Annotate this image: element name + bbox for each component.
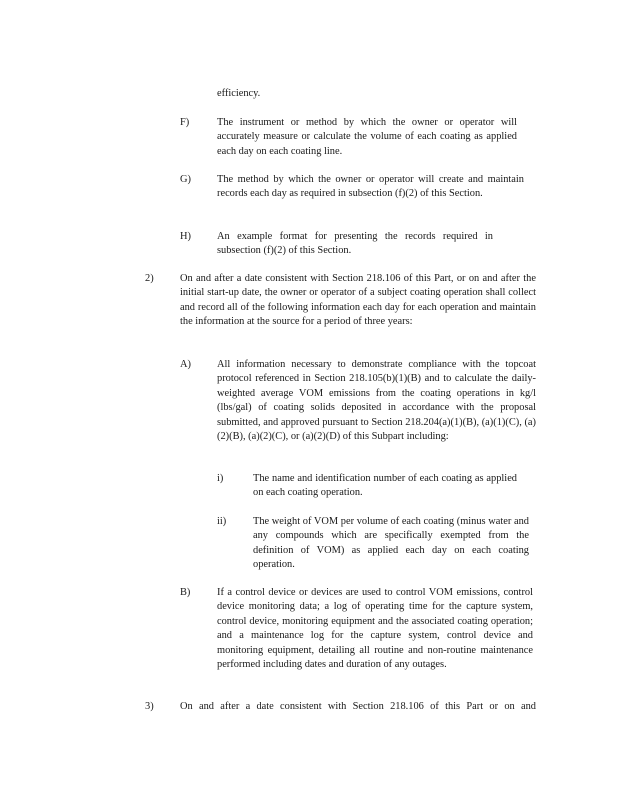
item-g-label: G) [180, 174, 191, 185]
item-ii-label: ii) [217, 516, 227, 527]
item-h-label: H) [180, 231, 191, 242]
item-f-text: The instrument or method by which the owner or operator will accurately measure or calculate the volume of each coating as applied each day on each coating line. [217, 117, 517, 157]
item-a-text: All information necessary to demonstrate compliance with the topcoat protocol referenced in Section 218.105(b)(1)(B) and to calculate the daily-weighted average VOM emissions from the coating operations in kg/l (lbs/gal) of coating solids deposited in accordance with the proposal submitted, and approved pursuant to Section 218.204(a)(1)(B), (a)(1)(C), (a)(2)(B), (a)(2)(C), or (a)(2)(D) of this Subpart including: [217, 359, 536, 443]
item-b-label: B) [180, 587, 191, 598]
item-3-text: On and after a date consistent with Section 218.106 of this Part or on and [180, 701, 536, 712]
item-i-label: i) [217, 473, 224, 484]
item-b-text: If a control device or devices are used to control VOM emissions, control device monitoring data; a log of operating time for the capture system, control device, monitoring equipment and the associated coating operation; and a maintenance log for the capture system, control device and monitoring equipment, detailing all routine and non-routine maintenance performed including dates and duration of any outages. [217, 587, 533, 671]
continuation-text: efficiency. [217, 88, 261, 99]
item-2-label: 2) [145, 273, 154, 284]
item-i-text: The name and identification number of each coating as applied on each coating operation. [253, 473, 517, 499]
item-ii-text: The weight of VOM per volume of each coating (minus water and any compounds which are specifically exempted from the definition of VOM) as applied each day on each coating operation. [253, 516, 529, 571]
item-2-text: On and after a date consistent with Section 218.106 of this Part, or on and after the initial start-up date, the owner or operator of a subject coating operation shall collect and record all of the following information each day for each operation and maintain the information at the source for a period of three years: [180, 273, 536, 328]
item-a-label: A) [180, 359, 191, 370]
item-g-text: The method by which the owner or operator will create and maintain records each day as required in subsection (f)(2) of this Section. [217, 174, 524, 200]
item-h-text: An example format for presenting the records required in subsection (f)(2) of this Section. [217, 231, 493, 257]
item-f-label: F) [180, 117, 190, 128]
item-3-label: 3) [145, 701, 154, 712]
